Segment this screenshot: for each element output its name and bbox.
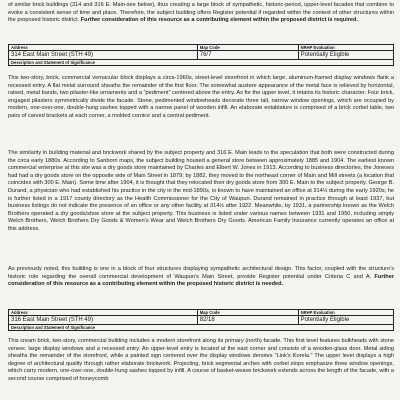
record1-significance-paragraph [8,266,394,289]
record-header-316 [8,309,394,331]
record1-description-paragraph: This two-story, brick, commercial vernacular block displays a circa-1960s, street-level storefront in which large, aluminum-framed display windows flank a recessed entry. A flat metal surround sheaths the remainder of the first floor. The somewhat austere appearance of the metal face is relieved by horizontal, raised, metal bands, two pilaster-like ornaments and a "pediment" centered above the entry. As for the upper level, it retains its historic character. Four brick, engaged pilasters symmetrically divide the facade. Stone, pedimented windowheads decorate three tall, narrow window openings, which are occupied by modern, one-over-one, double-hung sashes topped with a narrow panel of wooden infill. An elaborate entablature is comprised of a brick corbel table, two pairs of carved brackets at each corner, a molded cornice and a central pediment. [8,75,394,119]
address-value: 316 East Main Street (STH 49) [9,316,198,325]
record1-history-paragraph: The similarity in building material and brickwork shared by the subject property and 316 E. Main leads to the speculation that both were constructed during the circa early 1880s. According to Sanborn maps, the subject building housed a general store between approximately 1885 and 1904. The earliest known commercial enterprise at this site was a dry goods store maintained by Charles and Elbert W. Jones in 1913. According to business directories, the Joneses had had a dry goods store on the opposite side of Main Street in 1879; by 1882, they moved to the northeast corner of Main and Mill streets (a location that coincides with 300 E. Main). Some time after 1904, it is thought that they relocated their dry goods store from 300 E. Main to the subject property. George B. Durand, a physician who had established his practice in the city in the mid-1890s, is known to have maintained an office at 314½ during the early 1920s; he is further listed in a 1917 county directory as the Health Commissioner for the City of Waupun. Durand remained in practice through at least 1937, but business listings do not indicate the presence of an office or any other facility at 314½ after 1922. Meanwhile, by 1931, a partnership known as the Welch Brothers operated a dry goods/shoe store at the subject property. This business is listed under various names between 1931 and 1950, including simply Welch Brothers, Welch Brothers Dry Goods & Women's Wear and Welch Brothers Dry Goods. American Family Insurance currently operates an office at this address. [8,150,394,232]
intro-bold-text: Further consideration of this resource as a contributing element within the proposed district is required. [80,17,359,24]
map-code-value: 82/18 [197,316,298,325]
description-label: Description and Statement of Significance [9,325,394,331]
map-code-value: 76/7 [197,51,298,60]
intro-text: of similar brick buildings (314 and 316 E. Main-see below), thus creating a large block of sympathetic, historic-period, upper-level facades that combine to evoke a consistent sense of time and place. Therefore, the subject building offers Register potential if regarded within the context of other structures within the proposed historic district. [8,2,394,24]
record2-description-paragraph: This cream brick, two-story, commercial building includes a modern storefront along its primary (north) facade. This first level features bulkheads with stone veneer, large display windows and a recessed entry. An upper-level entry is located at the east corner and consists of a wooden-glass door. Metal siding sheaths the remainder of the storefront, while a painted sign centered over the display windows denotes "Link's Korela." The upper level displays a high degree of architectural quality through rather elaborate brickwork. Projecting, brick segmental arches with corbel stops emphasize three window openings, which carry modern, one-over-one, double-hung sashes topped by infill. A course of basket-weave brickwork extends across the length of the facade, with a second course comprised of honeycomb [8,338,394,382]
address-label: Address [9,310,198,316]
intro-paragraph [8,2,394,25]
record1-significance-text: As previously noted, this building is one in a block of four structures displaying sympathetic architectural design. This factor, coupled with the structure's historic role regarding the overall commercial development of Waupun's Main Street, provide Register potential under Criteria C and A. [8,266,394,280]
record-header-314 [8,44,394,66]
nrhp-label: NRHP Evaluation [298,310,393,316]
map-code-label: Map Code [197,45,298,51]
address-label: Address [9,45,198,51]
record1-significance-bold: Further consideration of this resource as a contributing element within the proposed historic district is needed. [8,273,394,288]
address-value: 314 East Main Street (STH 49) [9,51,198,60]
description-label: Description and Statement of Significance [9,60,394,66]
map-code-label: Map Code [197,310,298,316]
nrhp-value: Potentially Eligible [298,316,393,325]
nrhp-label: NRHP Evaluation [298,45,393,51]
nrhp-value: Potentially Eligible [298,51,393,60]
